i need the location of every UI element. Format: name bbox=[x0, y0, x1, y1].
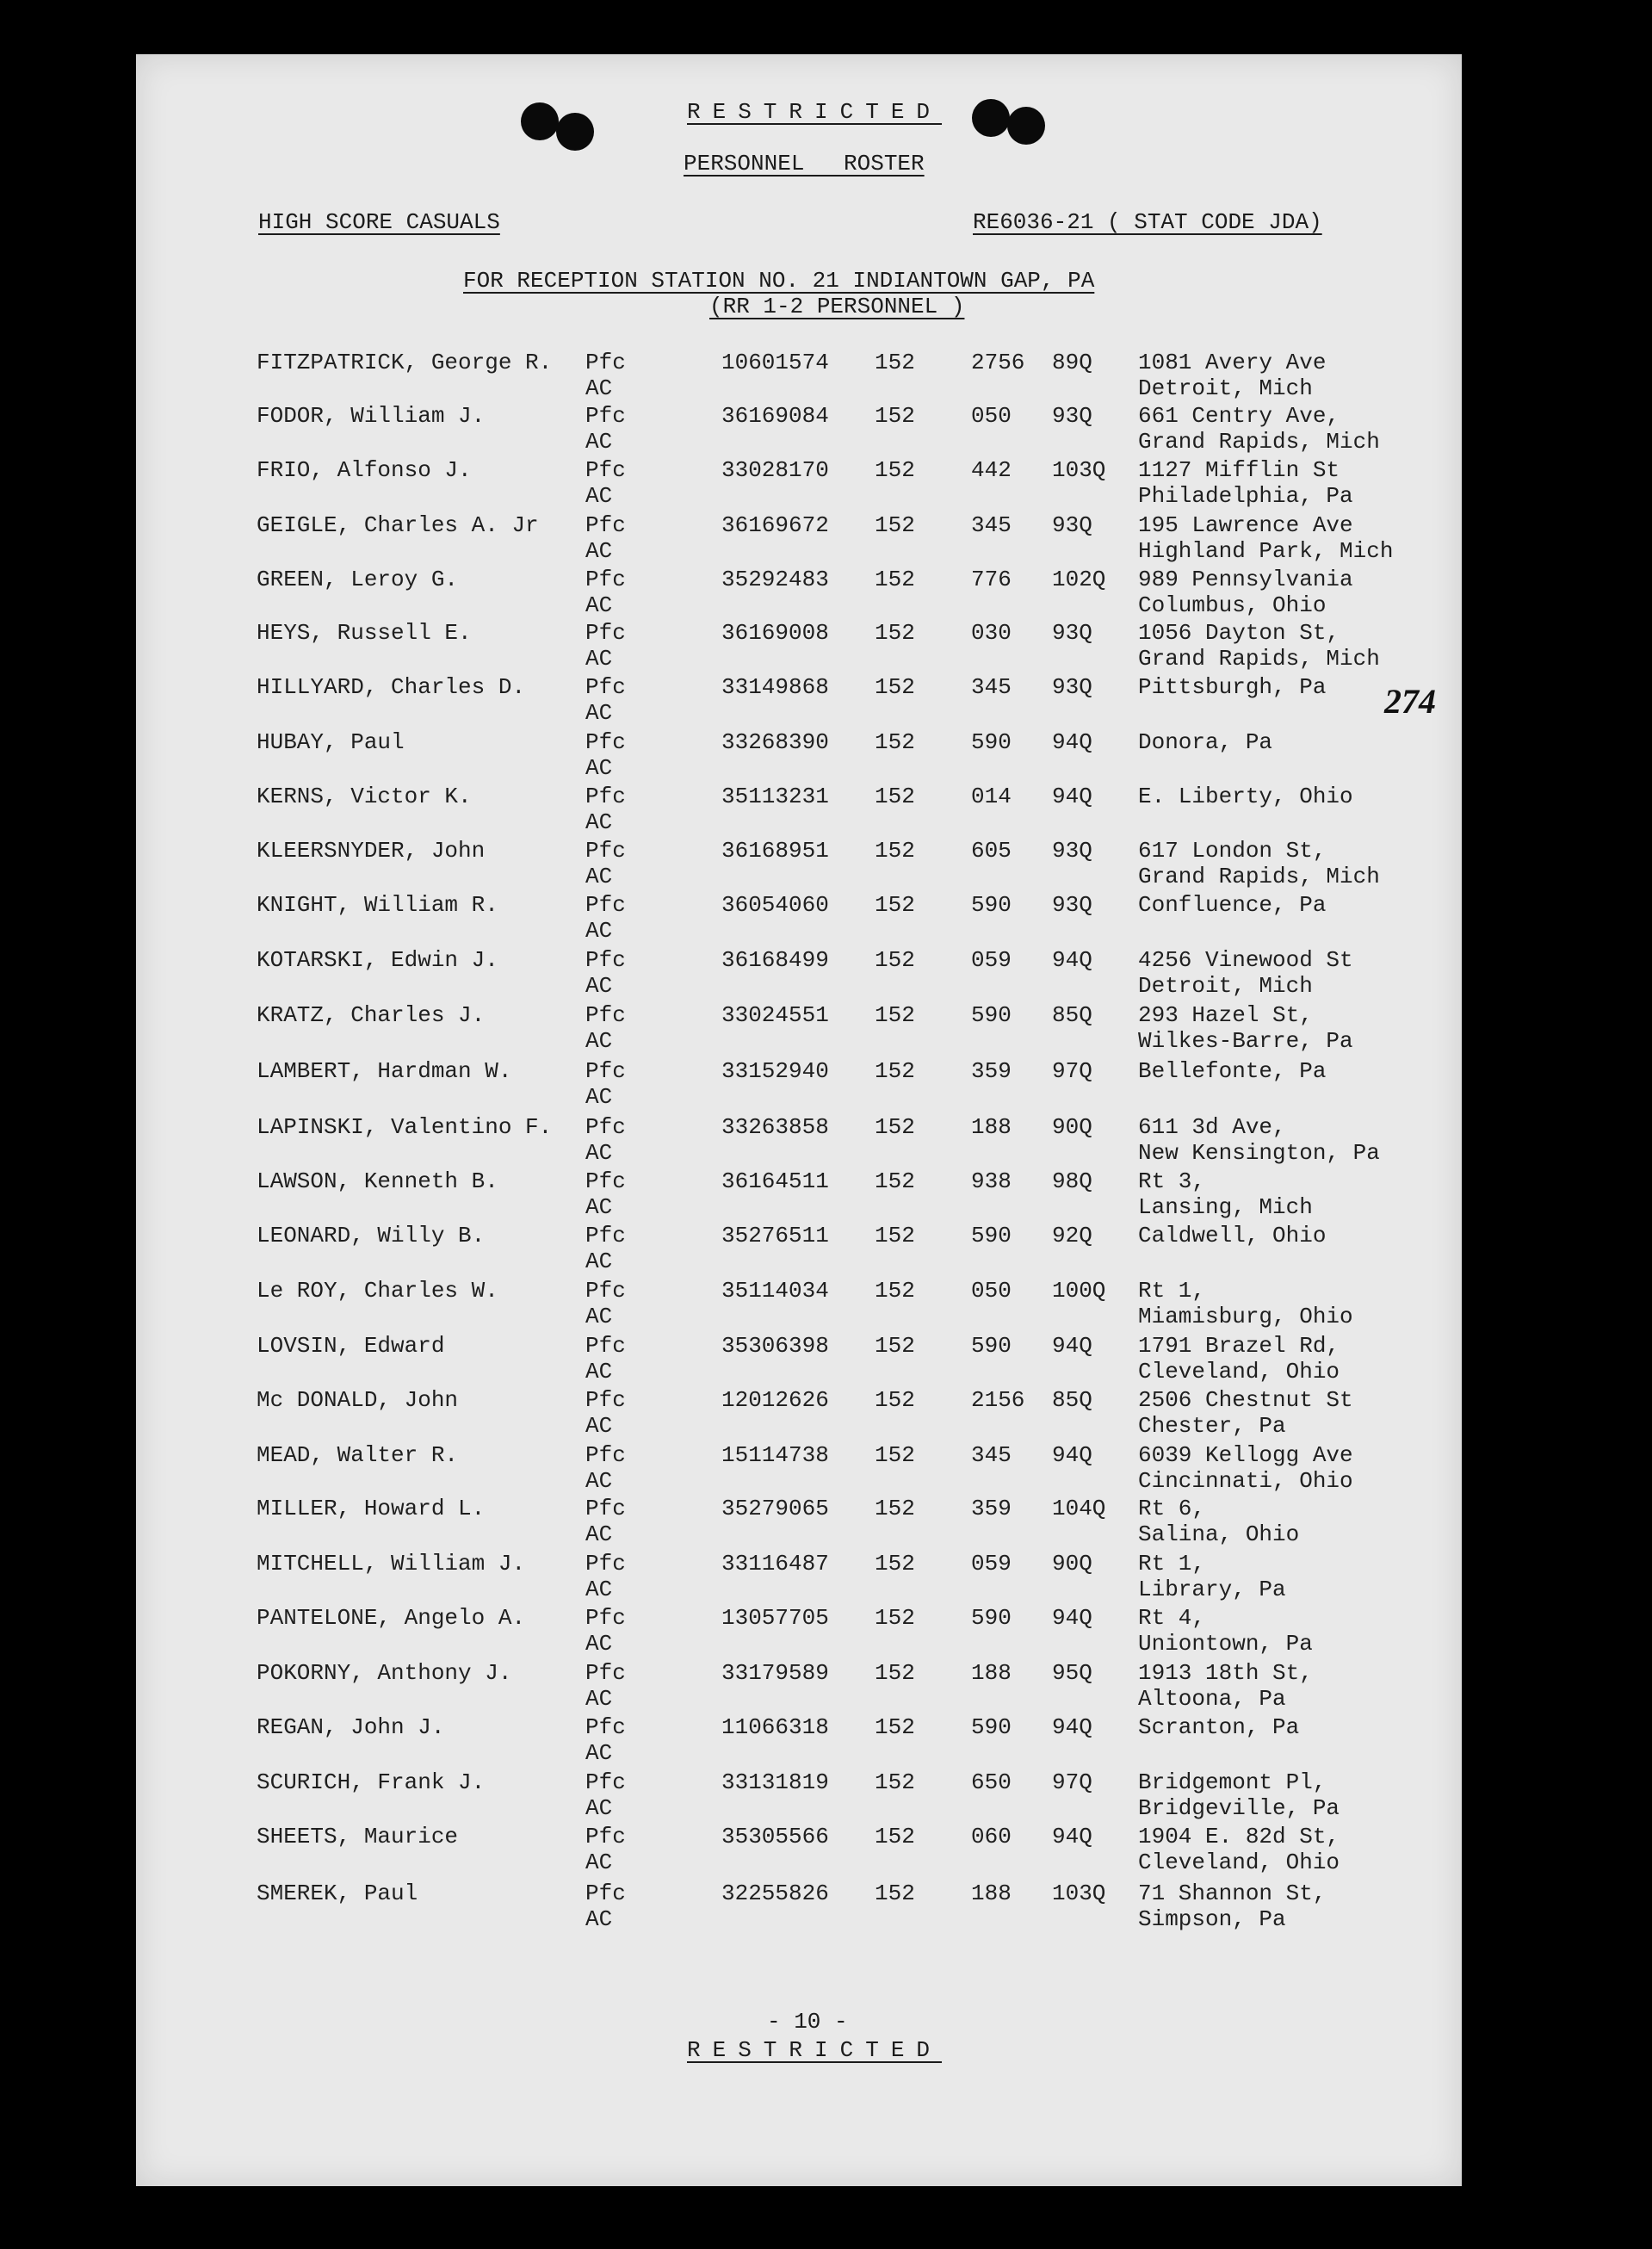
arm-of-service: AC bbox=[585, 700, 613, 726]
adjusted-score: 90Q bbox=[1052, 1114, 1092, 1140]
serial-number: 11066318 bbox=[721, 1714, 829, 1740]
arm-of-service: AC bbox=[585, 755, 613, 781]
unit-code: 152 bbox=[875, 1278, 915, 1304]
arm-of-service: AC bbox=[585, 375, 613, 401]
arm-of-service: AC bbox=[585, 1577, 613, 1602]
member-name: LAPINSKI, Valentino F. bbox=[257, 1114, 553, 1140]
roster-row bbox=[136, 1769, 1462, 1821]
grade: Pfc bbox=[585, 512, 626, 538]
arm-of-service: AC bbox=[585, 1084, 613, 1110]
grade: Pfc bbox=[585, 1223, 626, 1248]
roster-row bbox=[136, 1605, 1462, 1657]
grade: Pfc bbox=[585, 1605, 626, 1631]
member-name: GREEN, Leroy G. bbox=[257, 567, 459, 592]
arm-of-service: AC bbox=[585, 538, 613, 564]
arm-of-service: AC bbox=[585, 1248, 613, 1274]
address-line-2: Columbus, Ohio bbox=[1138, 592, 1327, 618]
adjusted-score: 85Q bbox=[1052, 1002, 1092, 1028]
address-line-2: Grand Rapids, Mich bbox=[1138, 429, 1380, 455]
grade: Pfc bbox=[585, 1714, 626, 1740]
mos-code: 2756 bbox=[971, 350, 1025, 375]
mos-code: 776 bbox=[971, 567, 1012, 592]
roster-row bbox=[136, 674, 1462, 726]
adjusted-score: 89Q bbox=[1052, 350, 1092, 375]
unit-code: 152 bbox=[875, 1333, 915, 1359]
arm-of-service: AC bbox=[585, 1740, 613, 1766]
grade: Pfc bbox=[585, 403, 626, 429]
mos-code: 442 bbox=[971, 457, 1012, 483]
member-name: LOVSIN, Edward bbox=[257, 1333, 445, 1359]
roster-row bbox=[136, 1278, 1462, 1329]
member-name: HEYS, Russell E. bbox=[257, 620, 472, 646]
order-reference: RE6036-21 ( STAT CODE JDA) bbox=[973, 209, 1322, 235]
address-line-2: Cleveland, Ohio bbox=[1138, 1359, 1340, 1385]
address-line-2: Uniontown, Pa bbox=[1138, 1631, 1313, 1657]
unit-code: 152 bbox=[875, 620, 915, 646]
serial-number: 12012626 bbox=[721, 1387, 829, 1413]
address-line-1: 1791 Brazel Rd, bbox=[1138, 1333, 1340, 1359]
mos-code: 590 bbox=[971, 729, 1012, 755]
address-line-2: Highland Park, Mich bbox=[1138, 538, 1394, 564]
grade: Pfc bbox=[585, 567, 626, 592]
mos-code: 050 bbox=[971, 403, 1012, 429]
grade: Pfc bbox=[585, 350, 626, 375]
punch-hole bbox=[521, 102, 559, 140]
roster-page bbox=[136, 54, 1462, 2186]
arm-of-service: AC bbox=[585, 1359, 613, 1385]
address-line-1: E. Liberty, Ohio bbox=[1138, 784, 1353, 809]
address-line-2: Cleveland, Ohio bbox=[1138, 1849, 1340, 1875]
grade: Pfc bbox=[585, 1002, 626, 1028]
unit-code: 152 bbox=[875, 1496, 915, 1521]
grade: Pfc bbox=[585, 1387, 626, 1413]
serial-number: 35113231 bbox=[721, 784, 829, 809]
member-name: HILLYARD, Charles D. bbox=[257, 674, 526, 700]
serial-number: 33152940 bbox=[721, 1058, 829, 1084]
grade: Pfc bbox=[585, 1114, 626, 1140]
unit-code: 152 bbox=[875, 1769, 915, 1795]
page-number: - 10 - bbox=[767, 2009, 848, 2035]
unit-code: 152 bbox=[875, 567, 915, 592]
roster-row bbox=[136, 947, 1462, 999]
address-line-1: 1056 Dayton St, bbox=[1138, 620, 1340, 646]
unit-code: 152 bbox=[875, 1551, 915, 1577]
adjusted-score: 94Q bbox=[1052, 1442, 1092, 1468]
unit-code: 152 bbox=[875, 1605, 915, 1631]
address-line-1: Rt 6, bbox=[1138, 1496, 1206, 1521]
roster-row bbox=[136, 1223, 1462, 1274]
member-name: MEAD, Walter R. bbox=[257, 1442, 459, 1468]
adjusted-score: 93Q bbox=[1052, 403, 1092, 429]
grade: Pfc bbox=[585, 457, 626, 483]
address-line-2: Miamisburg, Ohio bbox=[1138, 1304, 1353, 1329]
adjusted-score: 95Q bbox=[1052, 1660, 1092, 1686]
address-line-2: Salina, Ohio bbox=[1138, 1521, 1300, 1547]
classification-header: RESTRICTED bbox=[687, 99, 943, 125]
unit-code: 152 bbox=[875, 838, 915, 864]
roster-row bbox=[136, 567, 1462, 618]
member-name: KERNS, Victor K. bbox=[257, 784, 472, 809]
address-line-1: Caldwell, Ohio bbox=[1138, 1223, 1327, 1248]
punch-hole bbox=[972, 99, 1010, 137]
address-line-2: Library, Pa bbox=[1138, 1577, 1286, 1602]
roster-row bbox=[136, 403, 1462, 455]
serial-number: 36054060 bbox=[721, 892, 829, 918]
adjusted-score: 102Q bbox=[1052, 567, 1106, 592]
unit-code: 152 bbox=[875, 674, 915, 700]
roster-row bbox=[136, 1442, 1462, 1494]
serial-number: 33131819 bbox=[721, 1769, 829, 1795]
roster-row bbox=[136, 1880, 1462, 1932]
serial-number: 33263858 bbox=[721, 1114, 829, 1140]
destination-line: FOR RECEPTION STATION NO. 21 INDIANTOWN GAP, PA bbox=[463, 268, 1095, 294]
arm-of-service: AC bbox=[585, 429, 613, 455]
serial-number: 36164511 bbox=[721, 1168, 829, 1194]
roster-row bbox=[136, 1824, 1462, 1875]
adjusted-score: 94Q bbox=[1052, 784, 1092, 809]
member-name: KRATZ, Charles J. bbox=[257, 1002, 486, 1028]
arm-of-service: AC bbox=[585, 1194, 613, 1220]
unit-code: 152 bbox=[875, 1223, 915, 1248]
arm-of-service: AC bbox=[585, 973, 613, 999]
address-line-1: 661 Centry Ave, bbox=[1138, 403, 1340, 429]
serial-number: 13057705 bbox=[721, 1605, 829, 1631]
adjusted-score: 94Q bbox=[1052, 947, 1092, 973]
mos-code: 650 bbox=[971, 1769, 1012, 1795]
personnel-subtitle: (RR 1-2 PERSONNEL ) bbox=[709, 294, 965, 319]
roster-row bbox=[136, 784, 1462, 835]
unit-code: 152 bbox=[875, 1114, 915, 1140]
arm-of-service: AC bbox=[585, 483, 613, 509]
grade: Pfc bbox=[585, 1551, 626, 1577]
adjusted-score: 94Q bbox=[1052, 1333, 1092, 1359]
member-name: GEIGLE, Charles A. Jr bbox=[257, 512, 539, 538]
roster-row bbox=[136, 350, 1462, 401]
roster-row bbox=[136, 1496, 1462, 1547]
address-line-2: Bridgeville, Pa bbox=[1138, 1795, 1340, 1821]
serial-number: 36169008 bbox=[721, 620, 829, 646]
arm-of-service: AC bbox=[585, 1849, 613, 1875]
roster-row bbox=[136, 892, 1462, 944]
mos-code: 590 bbox=[971, 892, 1012, 918]
roster-row bbox=[136, 1551, 1462, 1602]
mos-code: 590 bbox=[971, 1714, 1012, 1740]
address-line-1: 617 London St, bbox=[1138, 838, 1327, 864]
member-name: FRIO, Alfonso J. bbox=[257, 457, 472, 483]
roster-row bbox=[136, 1002, 1462, 1054]
member-name: LEONARD, Willy B. bbox=[257, 1223, 486, 1248]
arm-of-service: AC bbox=[585, 1304, 613, 1329]
grade: Pfc bbox=[585, 1168, 626, 1194]
mos-code: 345 bbox=[971, 674, 1012, 700]
adjusted-score: 103Q bbox=[1052, 1880, 1106, 1906]
arm-of-service: AC bbox=[585, 1140, 613, 1166]
member-name: SMEREK, Paul bbox=[257, 1880, 418, 1906]
unit-code: 152 bbox=[875, 350, 915, 375]
address-line-1: Scranton, Pa bbox=[1138, 1714, 1300, 1740]
serial-number: 15114738 bbox=[721, 1442, 829, 1468]
serial-number: 36169672 bbox=[721, 512, 829, 538]
grade: Pfc bbox=[585, 1442, 626, 1468]
mos-code: 188 bbox=[971, 1114, 1012, 1140]
unit-code: 152 bbox=[875, 784, 915, 809]
mos-code: 590 bbox=[971, 1223, 1012, 1248]
roster-row bbox=[136, 1387, 1462, 1439]
serial-number: 10601574 bbox=[721, 350, 829, 375]
address-line-1: 989 Pennsylvania bbox=[1138, 567, 1353, 592]
adjusted-score: 93Q bbox=[1052, 674, 1092, 700]
member-name: Le ROY, Charles W. bbox=[257, 1278, 498, 1304]
unit-code: 152 bbox=[875, 1824, 915, 1849]
serial-number: 35276511 bbox=[721, 1223, 829, 1248]
adjusted-score: 93Q bbox=[1052, 512, 1092, 538]
address-line-2: Philadelphia, Pa bbox=[1138, 483, 1353, 509]
address-line-1: 71 Shannon St, bbox=[1138, 1880, 1327, 1906]
punch-hole bbox=[556, 113, 594, 151]
arm-of-service: AC bbox=[585, 1028, 613, 1054]
member-name: KOTARSKI, Edwin J. bbox=[257, 947, 498, 973]
serial-number: 35306398 bbox=[721, 1333, 829, 1359]
mos-code: 050 bbox=[971, 1278, 1012, 1304]
member-name: Mc DONALD, John bbox=[257, 1387, 459, 1413]
unit-code: 152 bbox=[875, 1387, 915, 1413]
arm-of-service: AC bbox=[585, 864, 613, 889]
arm-of-service: AC bbox=[585, 1521, 613, 1547]
roster-row bbox=[136, 1168, 1462, 1220]
grade: Pfc bbox=[585, 674, 626, 700]
member-name: SCURICH, Frank J. bbox=[257, 1769, 486, 1795]
mos-code: 359 bbox=[971, 1058, 1012, 1084]
arm-of-service: AC bbox=[585, 646, 613, 672]
arm-of-service: AC bbox=[585, 1906, 613, 1932]
serial-number: 36168499 bbox=[721, 947, 829, 973]
arm-of-service: AC bbox=[585, 1795, 613, 1821]
classification-footer: RESTRICTED bbox=[687, 2037, 943, 2063]
adjusted-score: 94Q bbox=[1052, 1824, 1092, 1849]
roster-row bbox=[136, 1660, 1462, 1712]
address-line-1: 4256 Vinewood St bbox=[1138, 947, 1353, 973]
mos-code: 345 bbox=[971, 1442, 1012, 1468]
address-line-1: Rt 1, bbox=[1138, 1551, 1206, 1577]
serial-number: 33024551 bbox=[721, 1002, 829, 1028]
adjusted-score: 94Q bbox=[1052, 1605, 1092, 1631]
arm-of-service: AC bbox=[585, 1413, 613, 1439]
grade: Pfc bbox=[585, 838, 626, 864]
adjusted-score: 92Q bbox=[1052, 1223, 1092, 1248]
adjusted-score: 98Q bbox=[1052, 1168, 1092, 1194]
grade: Pfc bbox=[585, 784, 626, 809]
address-line-1: Rt 4, bbox=[1138, 1605, 1206, 1631]
member-name: MITCHELL, William J. bbox=[257, 1551, 526, 1577]
address-line-1: 1904 E. 82d St, bbox=[1138, 1824, 1340, 1849]
roster-title: PERSONNEL ROSTER bbox=[684, 151, 925, 177]
address-line-2: Cincinnati, Ohio bbox=[1138, 1468, 1353, 1494]
address-line-1: 6039 Kellogg Ave bbox=[1138, 1442, 1353, 1468]
address-line-1: Donora, Pa bbox=[1138, 729, 1273, 755]
address-line-2: Lansing, Mich bbox=[1138, 1194, 1313, 1220]
member-name: SHEETS, Maurice bbox=[257, 1824, 459, 1849]
adjusted-score: 104Q bbox=[1052, 1496, 1106, 1521]
address-line-1: Pittsburgh, Pa bbox=[1138, 674, 1327, 700]
mos-code: 059 bbox=[971, 947, 1012, 973]
mos-code: 060 bbox=[971, 1824, 1012, 1849]
adjusted-score: 93Q bbox=[1052, 892, 1092, 918]
adjusted-score: 90Q bbox=[1052, 1551, 1092, 1577]
unit-code: 152 bbox=[875, 512, 915, 538]
serial-number: 32255826 bbox=[721, 1880, 829, 1906]
address-line-2: Grand Rapids, Mich bbox=[1138, 864, 1380, 889]
arm-of-service: AC bbox=[585, 809, 613, 835]
member-name: FITZPATRICK, George R. bbox=[257, 350, 553, 375]
address-line-1: 1081 Avery Ave bbox=[1138, 350, 1327, 375]
serial-number: 35114034 bbox=[721, 1278, 829, 1304]
address-line-1: Rt 3, bbox=[1138, 1168, 1206, 1194]
unit-code: 152 bbox=[875, 403, 915, 429]
unit-code: 152 bbox=[875, 892, 915, 918]
serial-number: 36168951 bbox=[721, 838, 829, 864]
serial-number: 33028170 bbox=[721, 457, 829, 483]
arm-of-service: AC bbox=[585, 1686, 613, 1712]
grade: Pfc bbox=[585, 1769, 626, 1795]
adjusted-score: 97Q bbox=[1052, 1058, 1092, 1084]
address-line-2: Altoona, Pa bbox=[1138, 1686, 1286, 1712]
arm-of-service: AC bbox=[585, 918, 613, 944]
serial-number: 35279065 bbox=[721, 1496, 829, 1521]
adjusted-score: 97Q bbox=[1052, 1769, 1092, 1795]
member-name: KNIGHT, William R. bbox=[257, 892, 498, 918]
adjusted-score: 85Q bbox=[1052, 1387, 1092, 1413]
adjusted-score: 94Q bbox=[1052, 1714, 1092, 1740]
unit-code: 152 bbox=[875, 1714, 915, 1740]
mos-code: 605 bbox=[971, 838, 1012, 864]
serial-number: 33116487 bbox=[721, 1551, 829, 1577]
address-line-1: 2506 Chestnut St bbox=[1138, 1387, 1353, 1413]
address-line-2: Simpson, Pa bbox=[1138, 1906, 1286, 1932]
serial-number: 33179589 bbox=[721, 1660, 829, 1686]
address-line-1: 611 3d Ave, bbox=[1138, 1114, 1286, 1140]
mos-code: 590 bbox=[971, 1605, 1012, 1631]
member-name: MILLER, Howard L. bbox=[257, 1496, 486, 1521]
roster-row bbox=[136, 729, 1462, 781]
arm-of-service: AC bbox=[585, 1631, 613, 1657]
mos-code: 188 bbox=[971, 1880, 1012, 1906]
address-line-2: New Kensington, Pa bbox=[1138, 1140, 1380, 1166]
mos-code: 590 bbox=[971, 1002, 1012, 1028]
unit-code: 152 bbox=[875, 1058, 915, 1084]
serial-number: 33149868 bbox=[721, 674, 829, 700]
roster-row bbox=[136, 1114, 1462, 1166]
grade: Pfc bbox=[585, 729, 626, 755]
mos-code: 059 bbox=[971, 1551, 1012, 1577]
address-line-1: 1913 18th St, bbox=[1138, 1660, 1313, 1686]
grade: Pfc bbox=[585, 1333, 626, 1359]
grade: Pfc bbox=[585, 1660, 626, 1686]
unit-code: 152 bbox=[875, 1880, 915, 1906]
address-line-2: Detroit, Mich bbox=[1138, 973, 1313, 999]
member-name: LAWSON, Kenneth B. bbox=[257, 1168, 498, 1194]
address-line-1: Confluence, Pa bbox=[1138, 892, 1327, 918]
address-line-2: Detroit, Mich bbox=[1138, 375, 1313, 401]
roster-row bbox=[136, 457, 1462, 509]
mos-code: 2156 bbox=[971, 1387, 1025, 1413]
member-name: FODOR, William J. bbox=[257, 403, 486, 429]
mos-code: 014 bbox=[971, 784, 1012, 809]
grade: Pfc bbox=[585, 947, 626, 973]
group-title: HIGH SCORE CASUALS bbox=[258, 209, 500, 235]
mos-code: 345 bbox=[971, 512, 1012, 538]
member-name: KLEERSNYDER, John bbox=[257, 838, 486, 864]
address-line-1: Bellefonte, Pa bbox=[1138, 1058, 1327, 1084]
mos-code: 359 bbox=[971, 1496, 1012, 1521]
grade: Pfc bbox=[585, 1058, 626, 1084]
address-line-2: Wilkes-Barre, Pa bbox=[1138, 1028, 1353, 1054]
serial-number: 35292483 bbox=[721, 567, 829, 592]
adjusted-score: 93Q bbox=[1052, 620, 1092, 646]
mos-code: 030 bbox=[971, 620, 1012, 646]
grade: Pfc bbox=[585, 1880, 626, 1906]
margin-number: 274 bbox=[1384, 682, 1436, 721]
roster-row bbox=[136, 1333, 1462, 1385]
unit-code: 152 bbox=[875, 729, 915, 755]
adjusted-score: 93Q bbox=[1052, 838, 1092, 864]
address-line-1: 293 Hazel St, bbox=[1138, 1002, 1313, 1028]
address-line-1: 195 Lawrence Ave bbox=[1138, 512, 1353, 538]
adjusted-score: 100Q bbox=[1052, 1278, 1106, 1304]
member-name: PANTELONE, Angelo A. bbox=[257, 1605, 526, 1631]
grade: Pfc bbox=[585, 1496, 626, 1521]
unit-code: 152 bbox=[875, 1168, 915, 1194]
address-line-1: Bridgemont Pl, bbox=[1138, 1769, 1327, 1795]
mos-code: 590 bbox=[971, 1333, 1012, 1359]
address-line-1: Rt 1, bbox=[1138, 1278, 1206, 1304]
address-line-2: Chester, Pa bbox=[1138, 1413, 1286, 1439]
address-line-1: 1127 Mifflin St bbox=[1138, 457, 1340, 483]
adjusted-score: 103Q bbox=[1052, 457, 1106, 483]
punch-hole bbox=[1007, 107, 1045, 145]
address-line-2: Grand Rapids, Mich bbox=[1138, 646, 1380, 672]
grade: Pfc bbox=[585, 1278, 626, 1304]
mos-code: 188 bbox=[971, 1660, 1012, 1686]
unit-code: 152 bbox=[875, 457, 915, 483]
arm-of-service: AC bbox=[585, 1468, 613, 1494]
serial-number: 35305566 bbox=[721, 1824, 829, 1849]
member-name: POKORNY, Anthony J. bbox=[257, 1660, 512, 1686]
roster-row bbox=[136, 512, 1462, 564]
grade: Pfc bbox=[585, 892, 626, 918]
arm-of-service: AC bbox=[585, 592, 613, 618]
roster-row bbox=[136, 1058, 1462, 1110]
member-name: HUBAY, Paul bbox=[257, 729, 405, 755]
serial-number: 36169084 bbox=[721, 403, 829, 429]
grade: Pfc bbox=[585, 1824, 626, 1849]
unit-code: 152 bbox=[875, 1442, 915, 1468]
unit-code: 152 bbox=[875, 947, 915, 973]
member-name: LAMBERT, Hardman W. bbox=[257, 1058, 512, 1084]
roster-row bbox=[136, 1714, 1462, 1766]
roster-row bbox=[136, 620, 1462, 672]
mos-code: 938 bbox=[971, 1168, 1012, 1194]
serial-number: 33268390 bbox=[721, 729, 829, 755]
grade: Pfc bbox=[585, 620, 626, 646]
member-name: REGAN, John J. bbox=[257, 1714, 445, 1740]
roster-row bbox=[136, 838, 1462, 889]
unit-code: 152 bbox=[875, 1002, 915, 1028]
adjusted-score: 94Q bbox=[1052, 729, 1092, 755]
unit-code: 152 bbox=[875, 1660, 915, 1686]
